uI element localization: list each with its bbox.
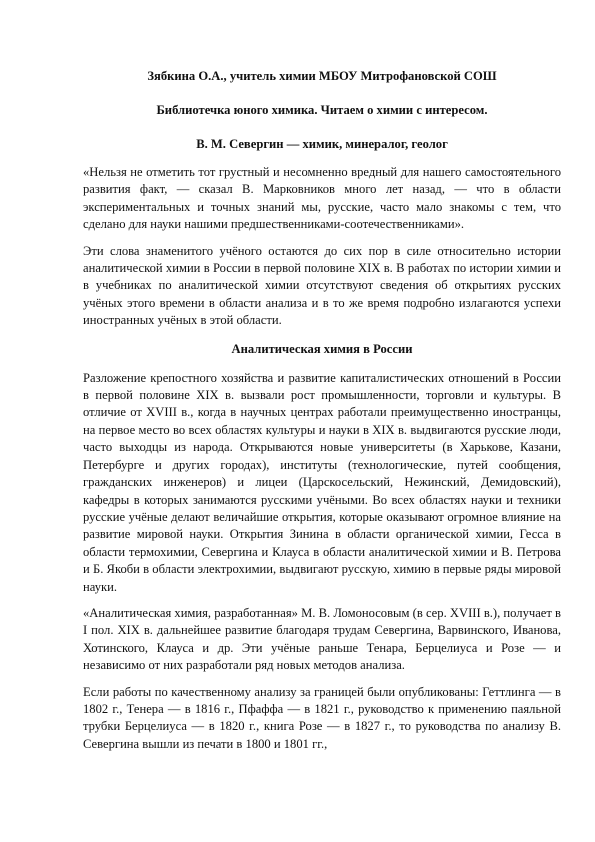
article-title: В. М. Севергин — химик, минералог, геолог [196,137,448,151]
paragraph-4: Если работы по качественному анализу за границей были опубликованы: Геттлинга — в 1802 г., Тенера — в 1816 г., Пфаффа — в 1821 г., руководство к применению паяльной трубки Берцелиуса — в 1820 г., книга Розе — в 1827 г., то руководства по анализу В. Севергина вышли из печати в 1800 и 1801 гг., [83,684,561,751]
section-title: Аналитическая химия в России [231,341,413,356]
document-page [83,62,561,753]
paragraph-3: «Аналитическая химия, разработанная» М. В. Ломоносовым (в сер. XVIII в.), получает в I пол. XIX в. дальнейшее развитие благодаря трудам Севергина, Варвинского, Иванова, Хотинского, Клауса и др. Эти учёные раньше Тенара, Берцелиуса и Розе — и независимо от них разработали ряд новых методов анализа. [83,605,561,673]
opening-quote: «Нельзя не отметить тот грустный и несомненно вредный для нашего самостоятельного развития факт, — сказал В. Марковников много лет назад, — что в области экспериментальных и точных знаний мы, русские, часто мало знакомы с тем, что сделано для науки нашими предшественниками-соотечественниками». [83,165,561,232]
paragraph-1: Эти слова знаменитого учёного остаются до сих пор в силе относительно истории аналитической химии в России в первой половине XIX в. В работах по истории химии и в учебниках по аналитической химии отсутствуют сведения об открытиях русских учёных этого времени в области анализа и в то же время подробно излагаются успехи иностранных учёных в этой области. [83,243,561,328]
paragraph-2: Разложение крепостного хозяйства и развитие капиталистических отношений в России в первой половине XIX в. вызвали рост промышленности, торговли и культуры. В отличие от XVIII в., когда в научных центрах работали преимущественно иностранцы, на первое место во всех областях культуры и науки в XIX в. выдвигаются русские люди, часто выходцы из народа. Открываются новые университеты (в Харькове, Казани, Петербурге и других городах), институты (технологические, путей сообщения, гражданских инженеров) и лицеи (Царскосельский, Нежинский, Демидовский), кафедры в которых занимаются русскими учёными. Во всех областях науки и техники русские учёные делают величайшие открытия, которые оказывают огромное влияние на развитие мировой науки. Открытия Зинина в области органической химии, Гесса в области термохимии, Севергина и Клауса в области аналитической химии и В. Петрова и Б. Якоби в области электрохимии, выдвигают русскую, химию в первые ряды мировой науки. [83,370,561,594]
author-line: Зябкина О.А., учитель химии МБОУ Митрофановской СОШ [147,69,497,83]
series-line: Библиотечка юного химика. Читаем о химии с интересом. [156,103,488,117]
